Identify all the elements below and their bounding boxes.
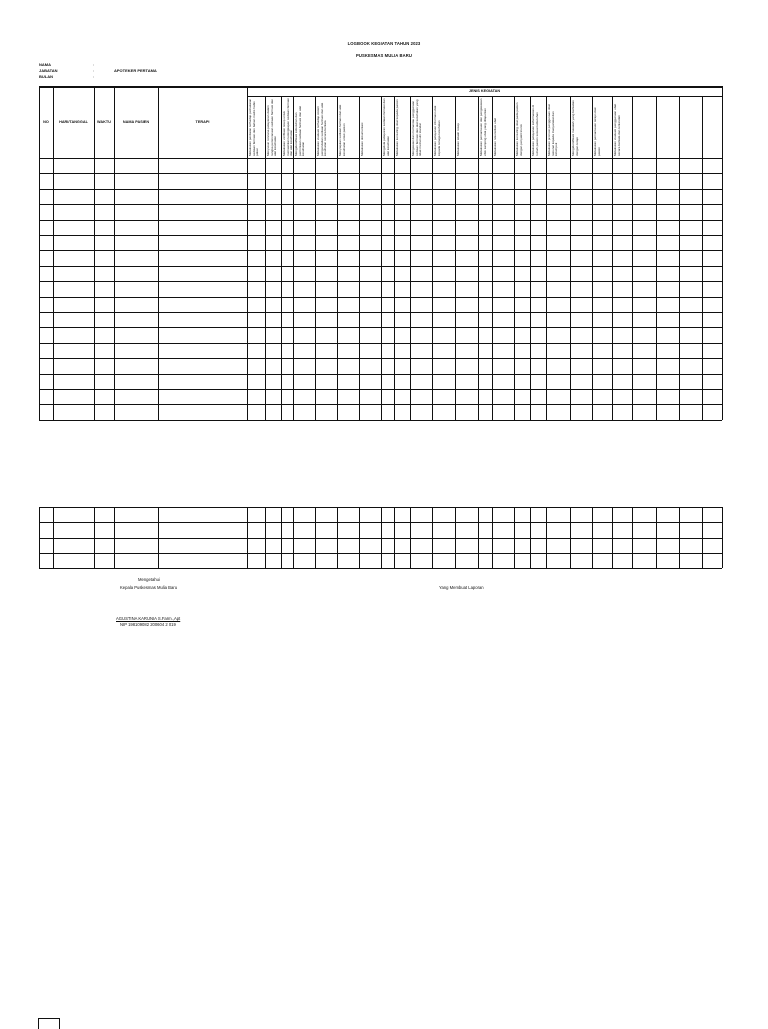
jabatan-label: JABATAN bbox=[39, 68, 58, 73]
grid-line-v bbox=[94, 86, 95, 420]
grid-line-v bbox=[381, 507, 382, 568]
grid-line-v bbox=[265, 507, 266, 568]
jabatan-value: APOTEKER PERTAMA bbox=[114, 68, 157, 73]
grid-line-v bbox=[612, 507, 613, 568]
grid-line-v bbox=[514, 507, 515, 568]
grid-line-v bbox=[94, 507, 95, 568]
activity-header-2: Menyusun rencana pelayanan dalam rangka perencanaan sediaan farmasi dan alat kesehatan bbox=[265, 98, 277, 156]
column-header-pasien: NAMA PASIEN bbox=[122, 120, 150, 124]
grid-line-v bbox=[478, 507, 479, 568]
grid-line-v bbox=[39, 507, 40, 568]
grid-line-v bbox=[158, 507, 159, 568]
grid-line-v bbox=[39, 86, 40, 420]
activity-header-9: Melakukan konseling obat kepada pasien bbox=[394, 99, 399, 156]
grid-line-v bbox=[530, 507, 531, 568]
head-of-puskesmas-label: Kepala Puskesmas Mulia Baru bbox=[120, 585, 178, 590]
grid-line-v bbox=[247, 507, 248, 568]
activity-header-13: Melakukan pemantauan dan pengawasan efek samping obat yang dilaporkan bbox=[478, 98, 487, 156]
signatory-name: AGUSTINA KARUNIA S.Farm.,Apt bbox=[116, 616, 181, 621]
group-header-jenis-kegiatan: JENIS KEGIATAN bbox=[468, 89, 501, 93]
activity-header-12: Melakukan telaah resep bbox=[455, 123, 460, 156]
grid-line-v bbox=[679, 507, 680, 568]
grid-line-v bbox=[359, 507, 360, 568]
activity-header-15: Melakukan konseling obat pada pasien dengan penyakit kronis bbox=[514, 102, 523, 156]
grid-line-h bbox=[247, 96, 722, 97]
activity-header-3: Melakukan verifikasi resep untuk memastikan kelengkapan sediaan farmasi dan alat kesehatan bbox=[281, 98, 293, 156]
document-subtitle: PUSKESMAS MULIA BARU bbox=[355, 53, 413, 58]
activity-header-1: Melakukan penilaian terhadap pemakaian sediaan farmasi dan bahan medis habis pakai bbox=[247, 98, 259, 156]
reporter-label: Yang Membuat Laporan bbox=[439, 585, 484, 590]
activity-header-11: Melakukan pelayanan informasi obat kepada tenaga kesehatan bbox=[432, 105, 441, 156]
grid-line-v bbox=[702, 507, 703, 568]
grid-line-v bbox=[632, 96, 633, 420]
activity-header-16: Melakukan pelayanan kefarmasian di rumah pasien sesuai kebutuhan bbox=[530, 104, 539, 156]
activity-header-18: Mengidentifikasi masalah yang berkaitan dengan terapi bbox=[570, 100, 579, 156]
activity-header-8: Mengelola pelaporan sediaan farmasi dan alat kesehatan bbox=[381, 98, 390, 156]
grid-line-v bbox=[455, 507, 456, 568]
activity-header-10: Mengawasi dan memantau penggunaan sediaan farmasi dan alat kesehatan yang tidak memenuhi standar bbox=[410, 99, 422, 156]
activity-header-20: Melakukan evaluasi penggunaan obat secara berkala dan terkendali bbox=[612, 103, 621, 156]
grid-line-v bbox=[337, 507, 338, 568]
grid-line-v bbox=[632, 507, 633, 568]
grid-line-v bbox=[293, 507, 294, 568]
grid-line-v bbox=[281, 507, 282, 568]
grid-line-v bbox=[656, 96, 657, 420]
column-header-no: NO bbox=[43, 120, 49, 124]
acknowledged-label: Mengetahui bbox=[138, 577, 160, 582]
grid-line-v bbox=[410, 507, 411, 568]
activity-header-19: Melakukan pemantauan terapi obat pasien bbox=[592, 107, 601, 156]
bulan-label: BULAN bbox=[39, 74, 53, 79]
grid-line-v bbox=[656, 507, 657, 568]
grid-line-h bbox=[39, 420, 722, 421]
grid-line-v bbox=[492, 507, 493, 568]
grid-line-v bbox=[679, 96, 680, 420]
column-header-terapi: TERAPI bbox=[195, 120, 210, 124]
grid-line-v bbox=[53, 86, 54, 420]
grid-line-h bbox=[39, 86, 722, 88]
document-title: LOGBOOK KEGIATAN TAHUN 2023 bbox=[347, 41, 421, 46]
activity-header-5: Melakukan evaluasi terhadap sistem pengendalian sediaan farmasi dan alat kesehatan secara berkala bbox=[315, 102, 327, 156]
grid-line-v bbox=[702, 96, 703, 420]
grid-line-v bbox=[114, 507, 115, 568]
grid-line-v bbox=[158, 86, 159, 420]
grid-line-v bbox=[432, 507, 433, 568]
page-corner-mark bbox=[38, 1018, 60, 1029]
column-header-waktu: WAKTU bbox=[97, 120, 111, 124]
grid-line-v bbox=[53, 507, 54, 568]
grid-line-v bbox=[114, 86, 115, 420]
jabatan-colon: : bbox=[93, 68, 95, 73]
nama-colon: : bbox=[93, 62, 95, 67]
column-header-hari: HARI/TANGGAL bbox=[59, 120, 88, 124]
grid-line-v bbox=[570, 507, 571, 568]
grid-line-v bbox=[394, 507, 395, 568]
grid-line-v bbox=[722, 507, 723, 568]
activity-header-7: Melakukan dokumentasi bbox=[359, 122, 364, 156]
grid-line-v bbox=[722, 86, 723, 420]
nama-label: NAMA bbox=[39, 62, 51, 67]
activity-header-17: Melakukan promosi penggunaan obat rasional kepada masyarakat dan kelompok bbox=[546, 104, 558, 156]
grid-line-v bbox=[315, 507, 316, 568]
bulan-colon: : bbox=[93, 74, 95, 79]
signatory-nip: NIP 198109082 200604 2 019 bbox=[120, 622, 176, 627]
activity-header-6: Menyiapkan sediaan farmasi dan alat kesehatan untuk pasien bbox=[337, 104, 346, 156]
activity-header-14: Melakukan rekonsiliasi obat bbox=[492, 117, 497, 156]
grid-line-v bbox=[546, 507, 547, 568]
grid-line-v bbox=[592, 507, 593, 568]
activity-header-4: Mengidentifikasi kebutuhan dan permintaan sediaan farmasi dan alat kesehatan bbox=[293, 105, 305, 156]
